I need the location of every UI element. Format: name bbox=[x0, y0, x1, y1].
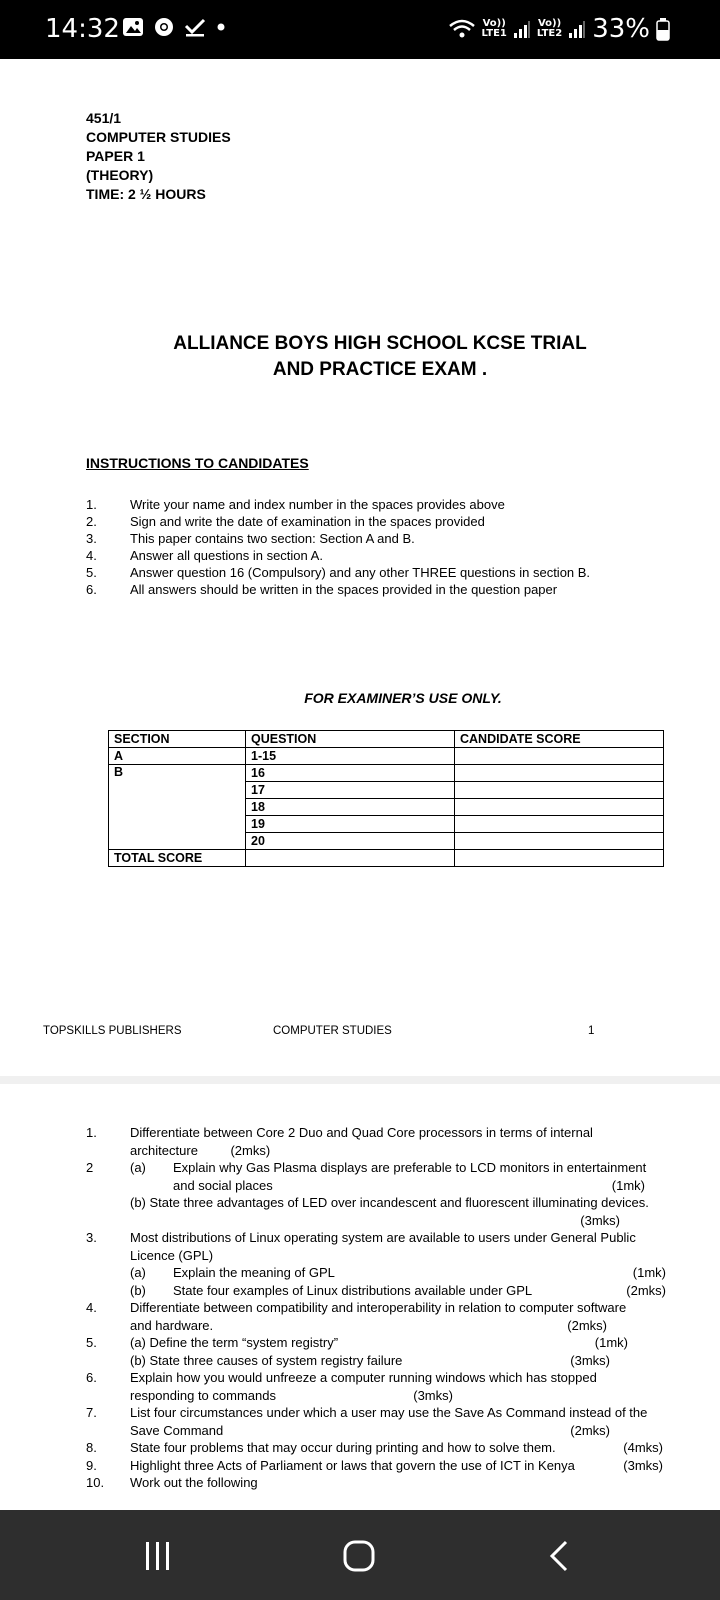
list-item: 6. All answers should be written in the spaces provided in the question paper bbox=[86, 582, 558, 597]
list-item: 5. Answer question 16 (Compulsory) and any other THREE questions in section B. bbox=[86, 565, 591, 580]
footer-page-number: 1 bbox=[588, 1025, 595, 1037]
question-6: 6. Explain how you would unfreeze a computer running windows which has stopped responding to commands (3mks) bbox=[86, 1370, 597, 1403]
footer-publisher: TOPSKILLS PUBLISHERS bbox=[43, 1025, 182, 1037]
footer-subject: COMPUTER STUDIES bbox=[273, 1025, 392, 1037]
recent-apps-button[interactable] bbox=[138, 1538, 178, 1574]
sim2-label: Vo)) LTE2 bbox=[536, 18, 563, 39]
table-header-row: SECTION QUESTION CANDIDATE SCORE bbox=[109, 731, 664, 748]
question-7: 7. List four circumstances under which a user may use the Save As Command instead of the Save Command (2mks) bbox=[86, 1405, 648, 1438]
instructions-list bbox=[86, 496, 686, 598]
table-row: 19 bbox=[109, 816, 664, 833]
paper-subject: COMPUTER STUDIES bbox=[86, 129, 231, 145]
table-row: B 16 bbox=[109, 765, 664, 782]
sim1-label: Vo)) LTE1 bbox=[481, 18, 507, 39]
question-2: 2 (a) Explain why Gas Plasma displays are preferable to LCD monitors in entertainment and social places (1mk) (b) State three advantages of LED over incandescent and fluorescent illuminating devices. (3mks) bbox=[86, 1160, 649, 1228]
question-4: 4. Differentiate between compatibility and interoperability in relation to computer software and hardware. (2mks) bbox=[86, 1300, 627, 1333]
home-button[interactable] bbox=[340, 1538, 380, 1574]
list-item: 2. Sign and write the date of examination in the spaces provided bbox=[86, 514, 485, 529]
table-row: TOTAL SCORE bbox=[109, 850, 664, 867]
signal-icon-2 bbox=[568, 19, 586, 39]
battery-icon bbox=[656, 17, 670, 41]
list-item: 3. This paper contains two section: Section A and B. bbox=[86, 531, 415, 546]
question-1: 1. Differentiate between Core 2 Duo and Quad Core processors in terms of internal architecture (2mks) bbox=[86, 1125, 593, 1158]
gallery-icon bbox=[122, 17, 144, 37]
clock: 14:32 bbox=[45, 14, 120, 44]
paper-type: (THEORY) bbox=[86, 167, 154, 183]
chrome-icon bbox=[154, 17, 174, 37]
document-page-1 bbox=[0, 59, 720, 1076]
system-icons bbox=[448, 14, 670, 44]
table-row: A 1-15 bbox=[109, 748, 664, 765]
paper-number: PAPER 1 bbox=[86, 148, 145, 164]
table-row: 20 bbox=[109, 833, 664, 850]
score-table bbox=[108, 730, 664, 867]
document-page-2 bbox=[0, 1084, 720, 1510]
question-8: 8. State four problems that may occur during printing and how to solve them. (4mks) bbox=[86, 1440, 663, 1455]
school-title: ALLIANCE BOYS HIGH SCHOOL KCSE TRIAL AND PRACTICE EXAM . bbox=[173, 333, 587, 380]
table-row: 17 bbox=[109, 782, 664, 799]
paper-time: TIME: 2 ½ HOURS bbox=[86, 186, 206, 202]
question-5: 5. (a) Define the term “system registry” (1mk) (b) State three causes of system registry failure (3mks) bbox=[86, 1335, 628, 1368]
battery-percent: 33% bbox=[592, 14, 650, 44]
question-3: 3. Most distributions of Linux operating system are available to users under General Public Licence (GPL) (a) Explain the meaning of GPL (1mk) (b) State four examples of Linux distributions available under GPL (2mks) bbox=[86, 1230, 666, 1298]
signal-icon bbox=[513, 19, 531, 39]
question-list bbox=[86, 1124, 676, 1492]
status-bar bbox=[0, 0, 720, 59]
question-9: 9. Highlight three Acts of Parliament or laws that govern the use of ICT in Kenya (3mks) bbox=[86, 1457, 663, 1473]
question-10: 10. Work out the following bbox=[86, 1475, 258, 1490]
notification-icons bbox=[122, 17, 226, 37]
table-row: 18 bbox=[109, 799, 664, 816]
navigation-bar bbox=[0, 1510, 720, 1600]
dot-icon bbox=[216, 22, 226, 32]
paper-header bbox=[86, 109, 231, 204]
wifi-icon bbox=[448, 18, 476, 40]
instructions-heading: INSTRUCTIONS TO CANDIDATES bbox=[86, 455, 309, 471]
check-icon bbox=[184, 17, 206, 37]
back-button[interactable] bbox=[542, 1538, 582, 1574]
list-item: 4. Answer all questions in section A. bbox=[86, 548, 323, 563]
page-separator bbox=[0, 1076, 720, 1084]
examiner-heading: FOR EXAMINER’S USE ONLY. bbox=[304, 690, 502, 706]
list-item: 1. Write your name and index number in the spaces provides above bbox=[86, 497, 505, 512]
paper-code: 451/1 bbox=[86, 110, 122, 126]
